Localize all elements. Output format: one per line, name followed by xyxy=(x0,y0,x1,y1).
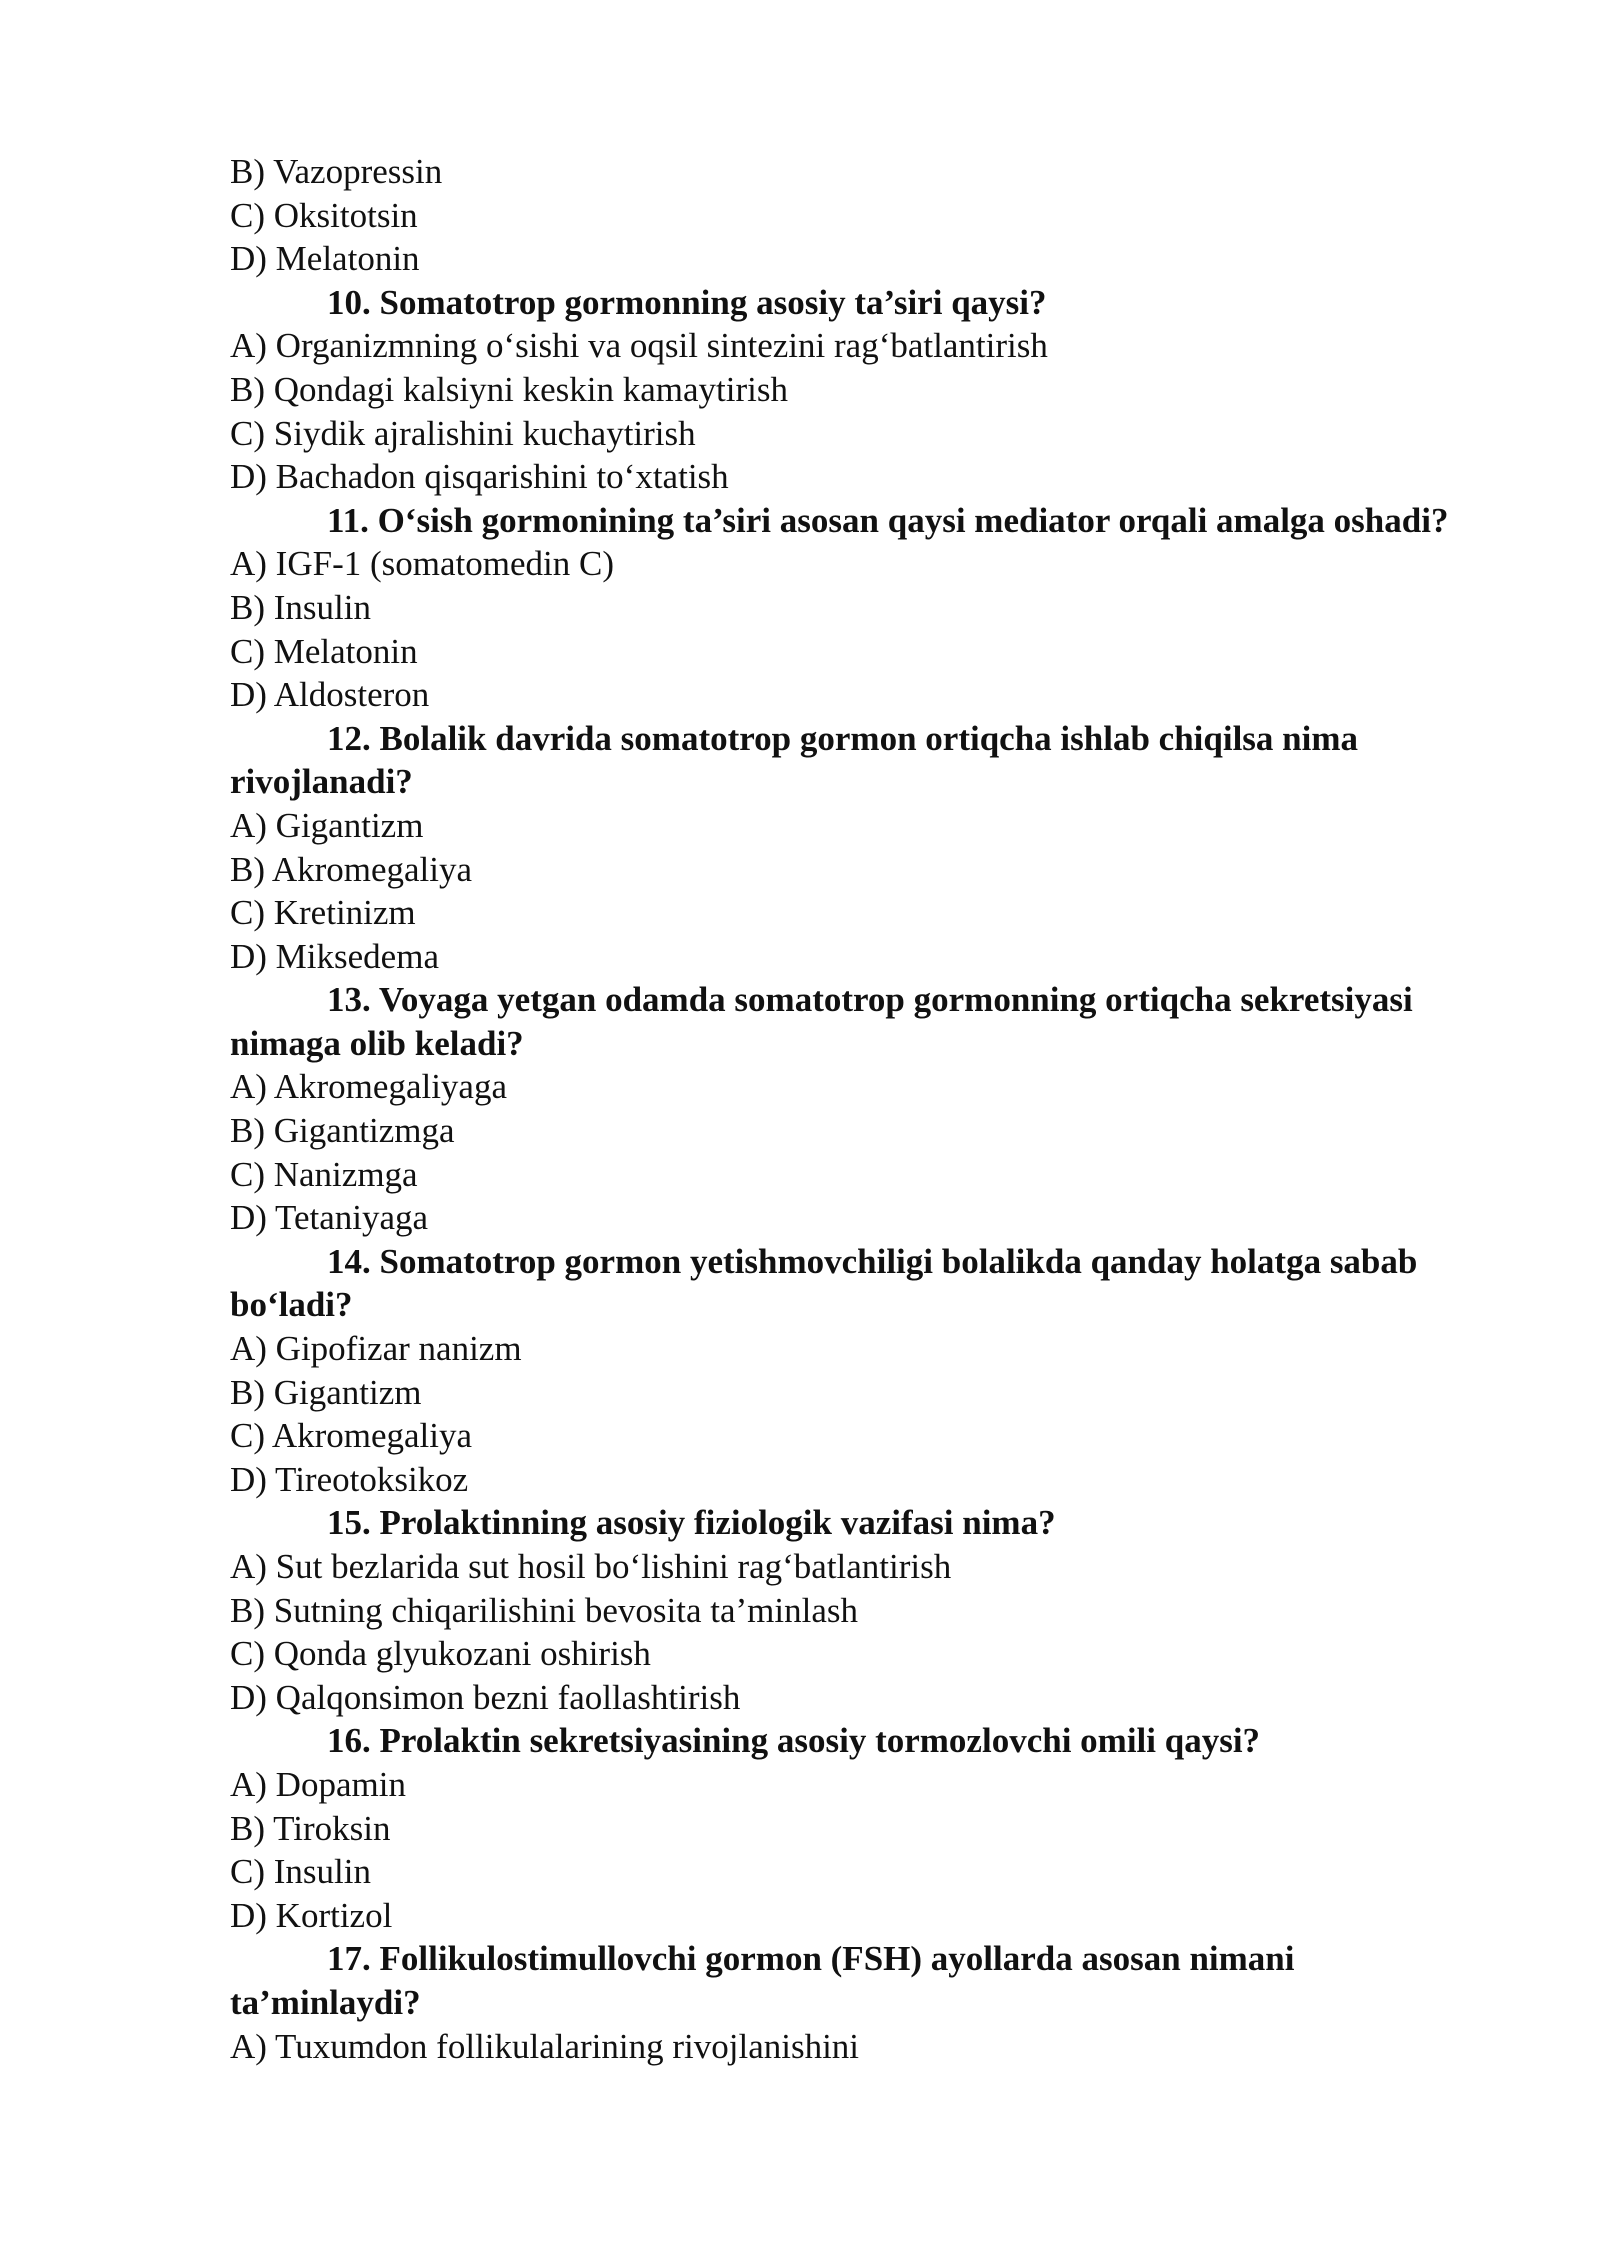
question-block-13 xyxy=(230,978,1460,1240)
answer-option: B) Tiroksin xyxy=(230,1808,391,1848)
question-block-12 xyxy=(230,717,1460,979)
answer-option: A) Dopamin xyxy=(230,1764,406,1804)
answer-option: D) Tetaniyaga xyxy=(230,1198,429,1238)
answer-option: A) Sut bezlarida sut hosil bo‘lishini rag‘batlantirish xyxy=(230,1547,952,1586)
question-block-16 xyxy=(230,1719,1460,1937)
answer-option: D) Kortizol xyxy=(230,1895,393,1935)
answer-option: A) Tuxumdon follikulalarining rivojlanishini xyxy=(230,2026,860,2066)
question-text: 12. Bolalik davrida somatotrop gormon ortiqcha ishlab chiqilsa nima rivojlanadi? xyxy=(230,718,1359,802)
answer-option: B) Insulin xyxy=(230,587,371,627)
question-block-15 xyxy=(230,1501,1460,1719)
question-block-10 xyxy=(230,281,1460,499)
answer-option: D) Aldosteron xyxy=(230,675,430,715)
question-text: 17. Follikulostimullovchi gormon (FSH) ayollarda asosan nimani ta’minlaydi? xyxy=(230,1939,1295,2022)
answer-option: A) Organizmning o‘sishi va oqsil sintezini rag‘batlantirish xyxy=(230,326,1048,366)
question-block-17 xyxy=(230,1937,1460,2068)
document-page xyxy=(230,150,1460,2068)
question-text: 14. Somatotrop gormon yetishmovchiligi bolalikda qanday holatga sabab bo‘ladi? xyxy=(230,1241,1418,1325)
question-block-11 xyxy=(230,499,1460,717)
answer-option: D) Melatonin xyxy=(230,239,420,279)
answer-option: C) Qonda glyukozani oshirish xyxy=(230,1634,651,1674)
answer-option: C) Melatonin xyxy=(230,631,418,671)
answer-option: B) Gigantizm xyxy=(230,1372,422,1412)
answer-option: C) Oksitotsin xyxy=(230,195,418,235)
answer-option: B) Gigantizmga xyxy=(230,1111,455,1151)
question-text: 15. Prolaktinning asosiy fiziologik vazifasi nima? xyxy=(327,1503,1056,1543)
answer-option: C) Kretinizm xyxy=(230,893,416,933)
answer-option: A) Gigantizm xyxy=(230,805,424,845)
answer-option: C) Siydik ajralishini kuchaytirish xyxy=(230,413,696,453)
answer-option: B) Sutning chiqarilishini bevosita ta’minlash xyxy=(230,1590,858,1630)
answer-option: C) Akromegaliya xyxy=(230,1416,473,1456)
answer-option: B) Qondagi kalsiyni keskin kamaytirish xyxy=(230,369,788,409)
question-text: 10. Somatotrop gormonning asosiy ta’siri qaysi? xyxy=(327,282,1047,322)
question-text: 16. Prolaktin sekretsiyasining asosiy tormozlovchi omili qaysi? xyxy=(327,1721,1261,1761)
answer-option: D) Qalqonsimon bezni faollashtirish xyxy=(230,1677,741,1717)
answer-option: C) Nanizmga xyxy=(230,1154,418,1194)
answer-option: D) Bachadon qisqarishini to‘xtatish xyxy=(230,457,729,497)
question-block-14 xyxy=(230,1240,1460,1502)
question-text: 11. O‘sish gormonining ta’siri asosan qaysi mediator orqali amalga oshadi? xyxy=(327,500,1449,540)
answer-option: B) Akromegaliya xyxy=(230,849,473,889)
question-text: 13. Voyaga yetgan odamda somatotrop gormonning ortiqcha sekretsiyasi nimaga olib keladi? xyxy=(230,980,1413,1063)
answer-option: A) Akromegaliyaga xyxy=(230,1067,507,1107)
answer-option: A) Gipofizar nanizm xyxy=(230,1329,522,1369)
answer-option: D) Miksedema xyxy=(230,936,439,976)
carryover-options xyxy=(230,150,1460,281)
answer-option: D) Tireotoksikoz xyxy=(230,1459,469,1499)
answer-option: C) Insulin xyxy=(230,1852,371,1892)
answer-option: B) Vazopressin xyxy=(230,152,443,191)
answer-option: A) IGF-1 (somatomedin C) xyxy=(230,544,614,584)
